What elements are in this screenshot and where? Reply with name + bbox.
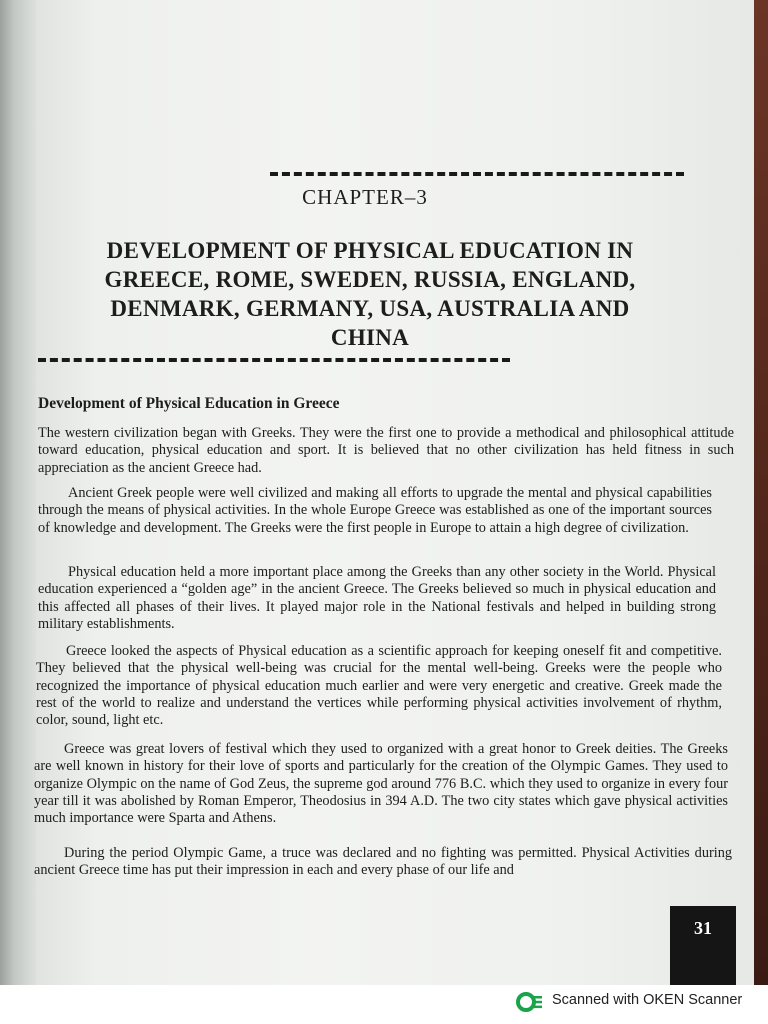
- scanner-watermark-text: Scanned with OKEN Scanner: [552, 992, 743, 1008]
- chapter-label: CHAPTER–3: [302, 185, 428, 209]
- scanner-footer: [0, 985, 768, 1024]
- book-spine-edge: [0, 0, 36, 985]
- bottom-dashed-rule: [38, 358, 510, 362]
- paragraph: Greece was great lovers of festival which they used to organized with a great honor to Greek deities. The Greeks are well known in history for their love of sports and particularly for the creation of the Olympic Games. They used to organize Olympic on the name of God Zeus, the supreme god around 776 B.C. which they used to organize in every four year till it was abolished by Roman Emperor, Theodosius in 394 A.D. The two city states which gave physical activities much importance were Sparta and Athens.: [34, 741, 728, 827]
- oken-scanner-logo-icon: [516, 991, 544, 1013]
- paragraph: The western civilization began with Greeks. They were the first one to provide a methodical and philosophical attitude toward education, physical education and sport. It is believed that no other civilization has held fitness in such appreciation as the ancient Greece had.: [38, 425, 734, 476]
- table-background: [754, 0, 768, 985]
- chapter-title: DEVELOPMENT OF PHYSICAL EDUCATION IN GREECE, ROME, SWEDEN, RUSSIA, ENGLAND, DENMARK, GERMANY, USA, AUSTRALIA AND CHINA: [104, 238, 636, 350]
- paragraph: Physical education held a more important place among the Greeks than any other society in the World. Physical education experienced a “golden age” in the ancient Greece. The Greeks believed so much in physical education and this affected all phases of their lives. It played major role in the National festivals and helped in building strong military establishments.: [38, 564, 716, 632]
- page-number: 31: [694, 918, 712, 938]
- section-heading: Development of Physical Education in Greece: [38, 395, 340, 412]
- page-number-tab: [670, 906, 736, 985]
- top-dashed-rule: [270, 172, 684, 176]
- paragraph: Ancient Greek people were well civilized and making all efforts to upgrade the mental and physical capabilities through the means of physical activities. In the whole Europe Greece was established as one of the important sources of knowledge and development. The Greeks were the first people in Europe to attain a high degree of civilization.: [38, 485, 712, 536]
- paragraph: Greece looked the aspects of Physical education as a scientific approach for keeping oneself fit and competitive. They believed that the physical well-being was crucial for the mental well-being. Greeks were the people who recognized the importance of physical education much earlier and were very energetic and creative. Greek made the rest of the world to realize and understand the vertices while performing physical activities involvement of rhythm, color, sound, light etc.: [36, 643, 722, 729]
- paragraph: During the period Olympic Game, a truce was declared and no fighting was permitted. Physical Activities during ancient Greece time has put their impression in each and every phase of our life and: [34, 845, 732, 879]
